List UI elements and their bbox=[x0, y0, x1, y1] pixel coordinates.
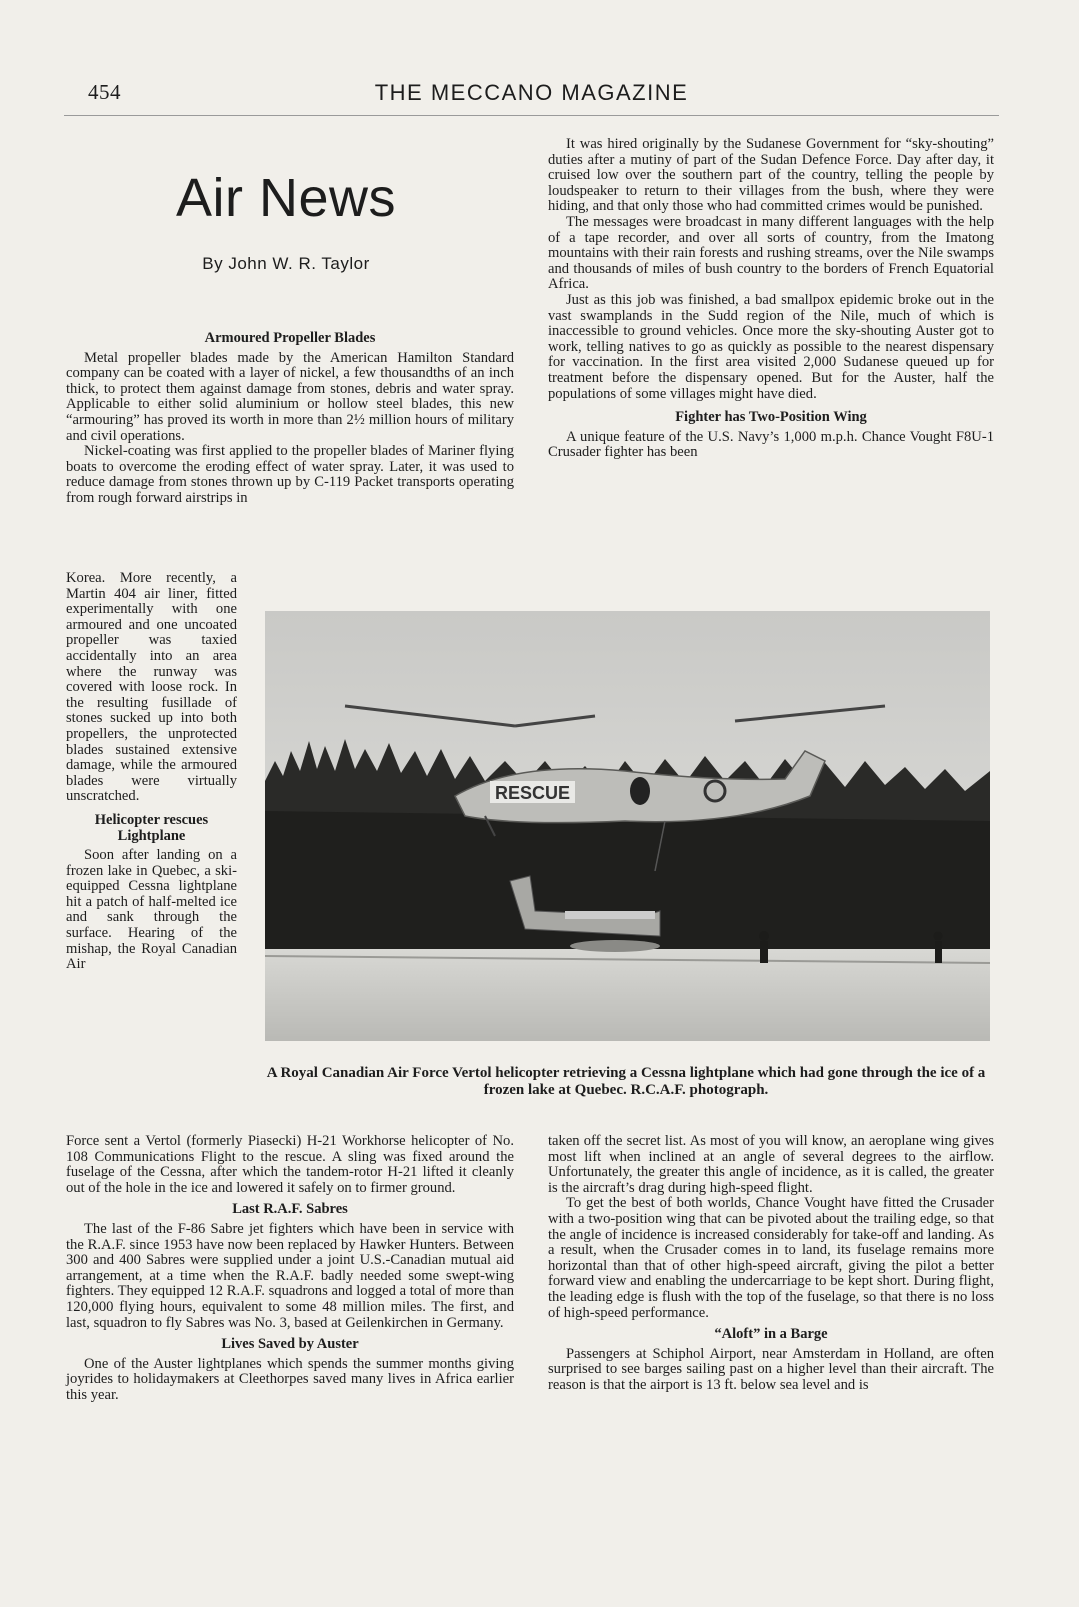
paragraph: Force sent a Vertol (formerly Piasecki) H-21 Workhorse helicopter of No. 108 Communications Flight to the rescue. A sling was fixed around the fuselage of the Cessna, after which the tandem-rotor H-21 lifted it cleanly out of the hole in the ice and lowered it safely on to firmer ground. bbox=[66, 1133, 514, 1196]
paragraph: Nickel-coating was first applied to the propeller blades of Mariner flying boats to overcome the eroding effect of water spray. Later, it was used to reduce damage from stones thrown up by C-119 Packet transports operating from rough forward airstrips in bbox=[66, 443, 514, 506]
heading-auster: Lives Saved by Auster bbox=[221, 1336, 359, 1353]
page-header bbox=[64, 80, 999, 110]
paragraph: To get the best of both worlds, Chance Vought have fitted the Crusader with a two-position wing that can be pivoted about the trailing edge, so that the angle of incidence is increased considerably for take-off and landing. As a result, when the Crusader comes in to land, its fuselage remains more horizontal than that of other high-speed aircraft, giving the pilot a better forward view and enabling the undercarriage to be kept short. During flight, the leading edge is flush with the top of the fuselage, so that there is no loss of high-speed performance. bbox=[548, 1195, 994, 1321]
heading-fighter: Fighter has Two-Position Wing bbox=[675, 409, 867, 426]
paragraph: It was hired originally by the Sudanese Government for “sky-shouting” duties after a mutiny of part of the Sudan Defence Force. Day after day, it cruised low over the southern part of the country, telling the people by loudspeaker to return to their villages from the bush, where they were hiding, and that only those who had committed crimes would be punished. bbox=[548, 136, 994, 215]
magazine-title: THE MECCANO MAGAZINE bbox=[374, 80, 689, 105]
right-column-top bbox=[548, 137, 994, 461]
header-rule bbox=[64, 115, 999, 116]
byline: By John W. R. Taylor bbox=[202, 254, 370, 273]
article-title: Air News bbox=[175, 168, 397, 228]
left-narrow-column bbox=[66, 571, 237, 973]
paragraph: Metal propeller blades made by the American Hamilton Standard company can be coated with a layer of nickel, a few thousandths of an inch thick, to protect them against damage from stones, debris and water spray. Applicable to either solid aluminium or hollow steel blades, this new “armouring” has proved its worth in more than 2½ million hours of military and civil operations. bbox=[66, 349, 514, 444]
paragraph: taken off the secret list. As most of you will know, an aeroplane wing gives most lift when inclined at an angle of several degrees to the airflow. Unfortunately, the greater this angle of incidence, as it is called, the greater is the aircraft’s drag during high-speed flight. bbox=[548, 1133, 994, 1196]
heading-armoured: Armoured Propeller Blades bbox=[204, 330, 376, 346]
heading-sabres: Last R.A.F. Sabres bbox=[232, 1201, 348, 1218]
photo-illustration bbox=[265, 611, 990, 1041]
title-block bbox=[66, 168, 506, 274]
paragraph: Passengers at Schiphol Airport, near Amsterdam in Holland, are often surprised to see barges sailing past on a higher level than their aircraft. The reason is that the airport is 13 ft. below sea level and is bbox=[548, 1345, 994, 1393]
paragraph: Just as this job was finished, a bad smallpox epidemic broke out in the vast swamplands in the Sudd region of the Nile, much of which is inaccessible to ground vehicles. Once more the sky-shouting Auster got to work, telling natives to go as quickly as possible to the nearest dispensary for vaccination. In the first area visited 2,000 Sudanese queued up for treatment before the dispensary opened. But for the Auster, half the populations of some villages might have died. bbox=[548, 291, 994, 402]
paragraph: The messages were broadcast in many different languages with the help of a tape recorder, and over all sorts of country, from the Imatong mountains with their rain forests and rushing streams, over the Nile swamps and thousands of miles of bush country to the borders of French Equatorial Africa. bbox=[548, 213, 994, 293]
left-column-bottom bbox=[66, 1134, 514, 1404]
left-column-top bbox=[66, 325, 514, 507]
rescue-fuselage-text: RESCUE bbox=[495, 783, 571, 803]
photo-caption: A Royal Canadian Air Force Vertol helicopter retrieving a Cessna lightplane which had gone through the ice of a frozen lake at Quebec. R.C.A.F. photograph. bbox=[266, 1065, 986, 1098]
paragraph: The last of the F-86 Sabre jet fighters which have been in service with the R.A.F. since 1953 have now been replaced by Hawker Hunters. Between 300 and 400 Sabres were supplied under a joint U.S.-Canadian mutual aid arrangement, at a time when the R.A.F. badly needed some swept-wing fighters. They equipped 12 R.A.F. squadrons and logged a total of more than 120,000 flying hours, equivalent to some 48 million miles. The first, and last, squadron to fly Sabres was No. 3, based at Geilenkirchen in Germany. bbox=[66, 1220, 514, 1331]
helicopter-photo bbox=[265, 611, 990, 1041]
paragraph: A unique feature of the U.S. Navy’s 1,000 m.p.h. Chance Vought F8U-1 Crusader fighter has been bbox=[548, 428, 994, 461]
paragraph: Korea. More recently, a Martin 404 air liner, fitted experimentally with one armoured and one uncoated propeller was taxied accidentally into an area where the runway was covered with loose rock. In the resulting fusillade of stones sucked up into both propellers, the unprotected blades sustained extensive damage, while the armoured blades were virtually unscratched. bbox=[66, 570, 237, 805]
heading-barge: “Aloft” in a Barge bbox=[714, 1326, 828, 1343]
right-column-bottom bbox=[548, 1134, 994, 1394]
heading-helicopter: Helicopter rescues Lightplane bbox=[94, 811, 209, 844]
page-number: 454 bbox=[88, 80, 121, 104]
paragraph: One of the Auster lightplanes which spends the summer months giving joyrides to holidaymakers at Cleethorpes saved many lives in Africa earlier this year. bbox=[66, 1355, 514, 1403]
paragraph: Soon after landing on a frozen lake in Quebec, a ski-equipped Cessna lightplane hit a patch of half-melted ice and sank through the surface. Hearing of the mishap, the Royal Canadian Air bbox=[66, 847, 237, 973]
